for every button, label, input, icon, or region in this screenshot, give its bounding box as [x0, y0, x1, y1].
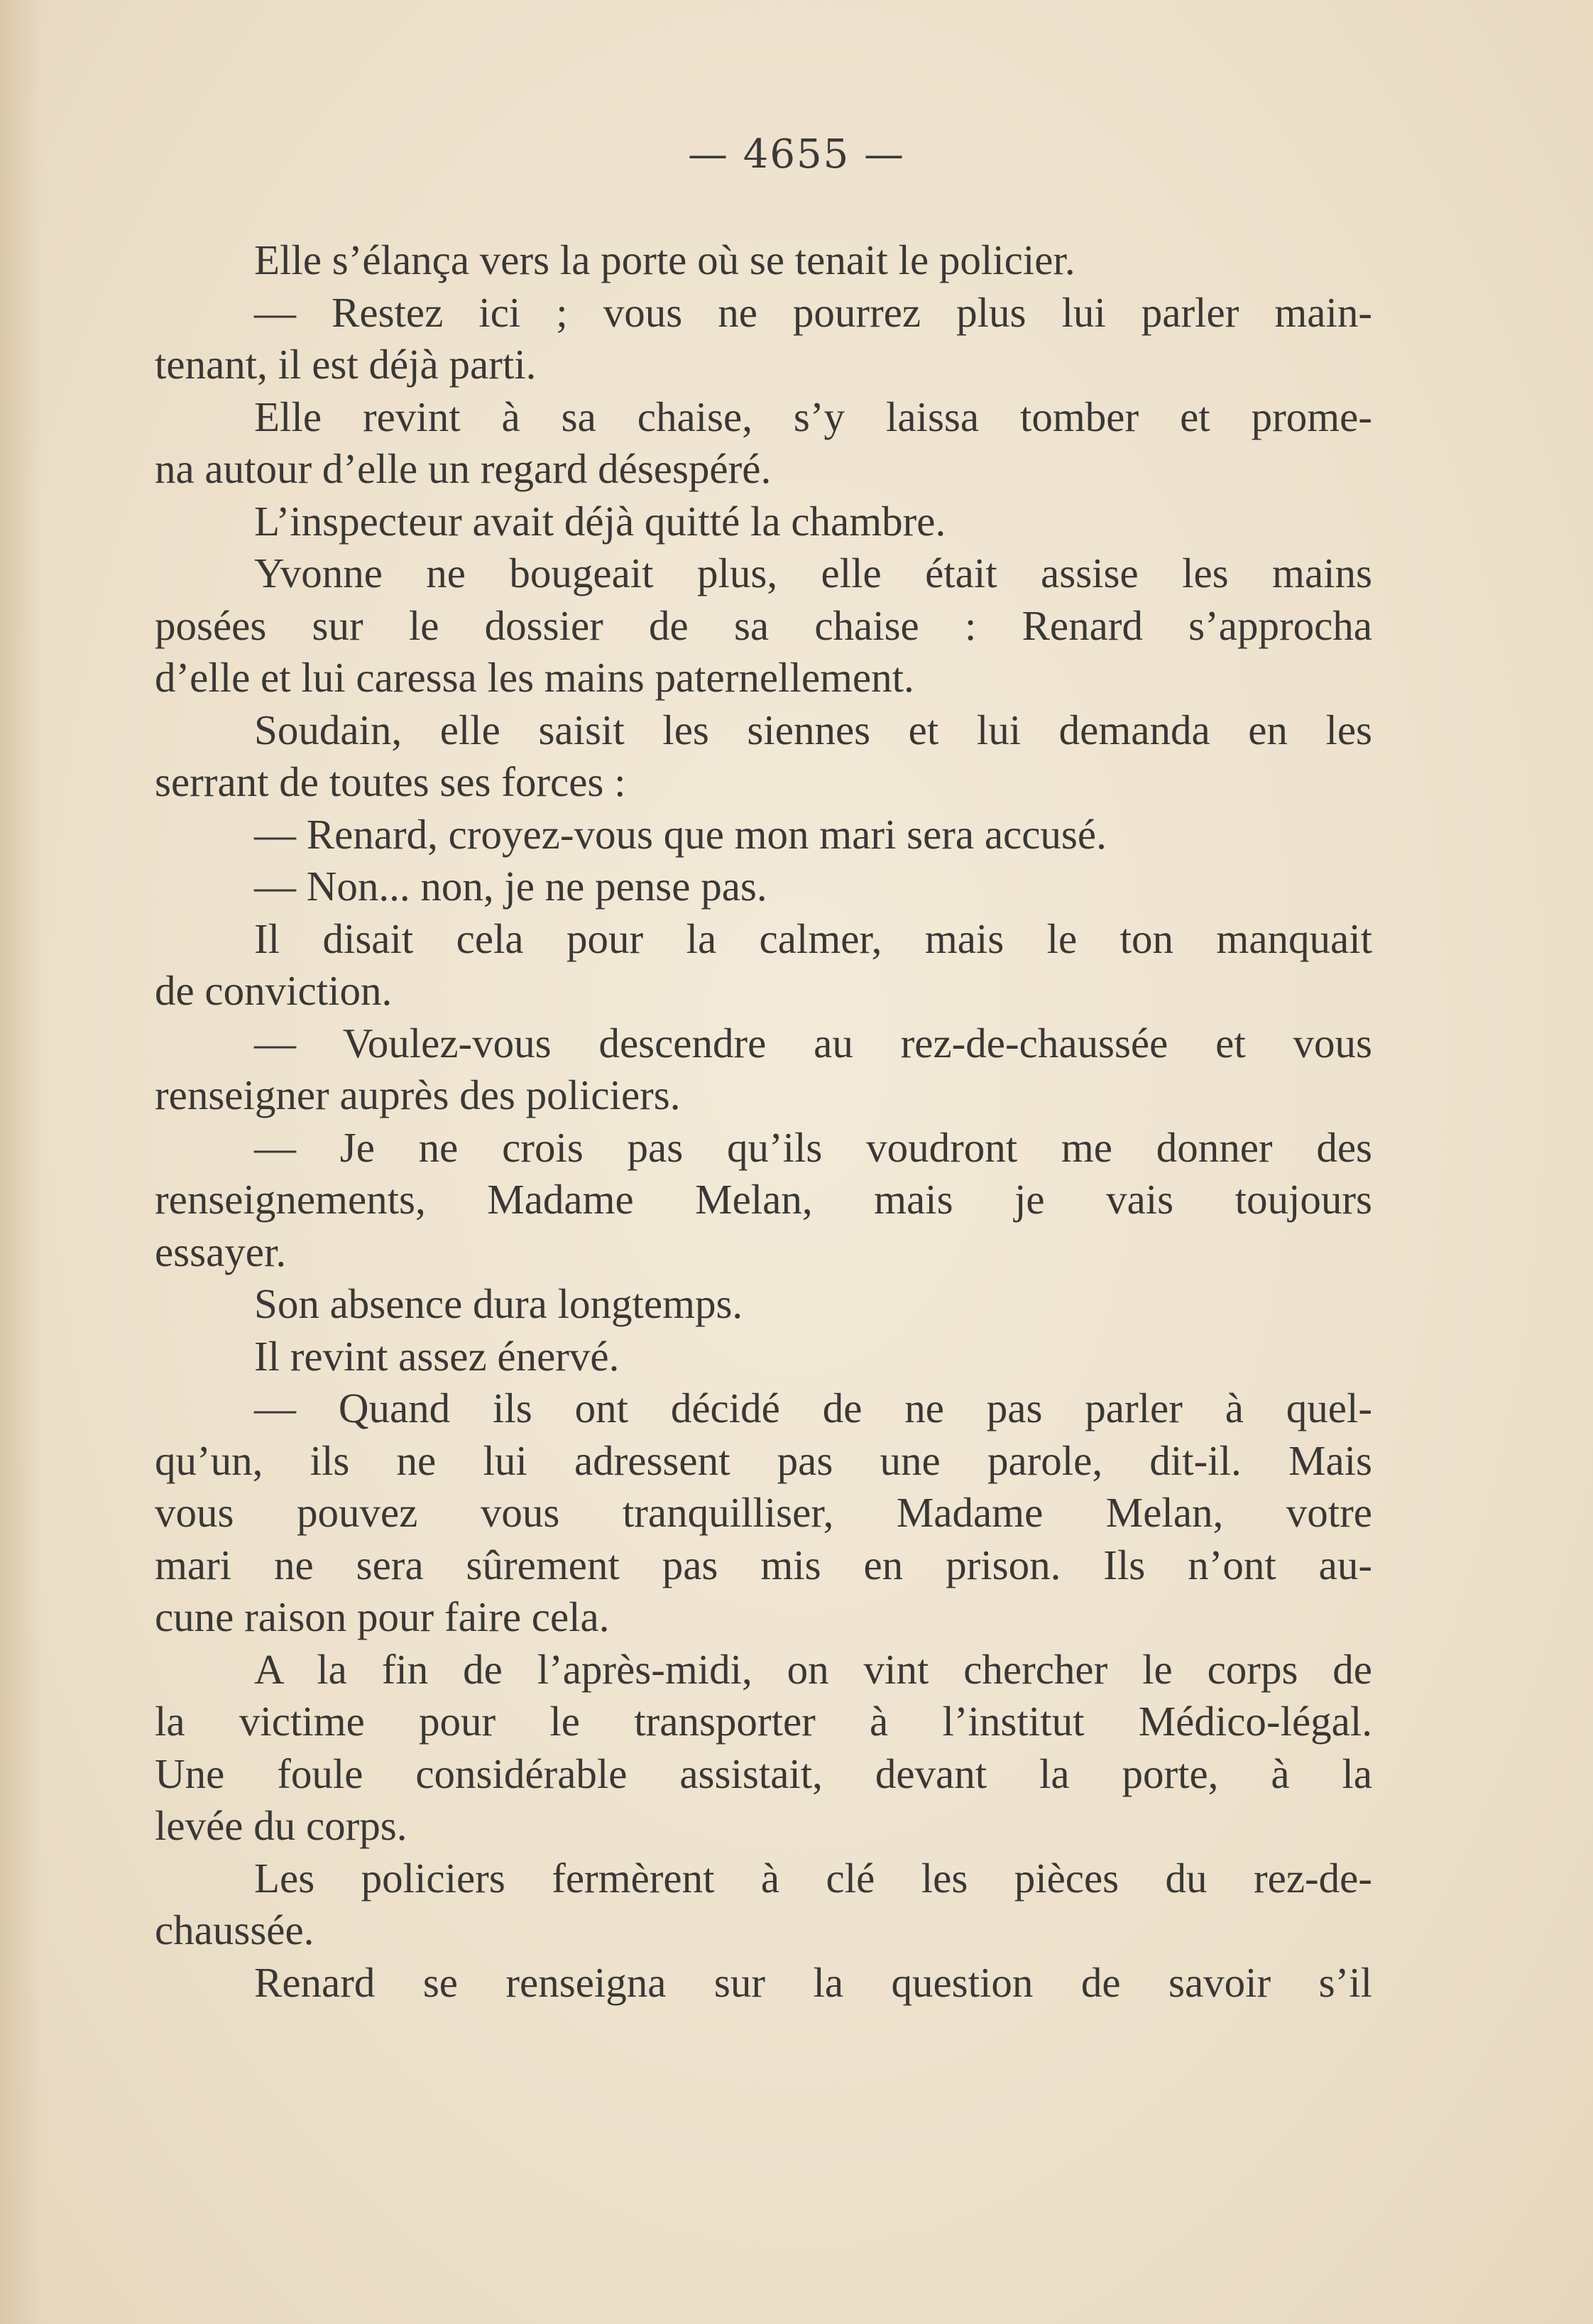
text-line: renseignements, Madame Melan, mais je vais toujours — [155, 1176, 1372, 1223]
text-line: Elle revint à sa chaise, s’y laissa tomber et prome- — [254, 393, 1372, 440]
text-line: — Restez ici ; vous ne pourrez plus lui parler main- — [254, 288, 1372, 336]
text-line: essayer. — [155, 1228, 287, 1275]
text-line: Yvonne ne bougeait plus, elle était assise les mains — [254, 550, 1372, 596]
page-edge-shadow — [0, 0, 43, 2324]
text-line: cune raison pour faire cela. — [155, 1593, 610, 1640]
text-line: qu’un, ils ne lui adressent pas une parole, dit-il. Mais — [155, 1436, 1372, 1484]
text-line: renseigner auprès des policiers. — [155, 1071, 681, 1118]
body-text — [155, 234, 1372, 2009]
text-line: Renard se renseigna sur la question de savoir s’il — [254, 1958, 1372, 2006]
text-line: la victime pour le transporter à l’institut Médico-légal. — [155, 1698, 1372, 1745]
text-line: serrant de toutes ses forces : — [155, 758, 626, 805]
text-line: vous pouvez vous tranquilliser, Madame Melan, votre — [155, 1489, 1372, 1536]
text-line: posées sur le dossier de sa chaise : Renard s’approcha — [155, 601, 1372, 649]
text-line: A la fin de l’après-midi, on vint chercher le corps de — [254, 1645, 1372, 1693]
text-line: Les policiers fermèrent à clé les pièces du rez-de- — [254, 1854, 1372, 1902]
text-line: d’elle et lui caressa les mains paternellement. — [155, 654, 914, 701]
text-line: — Renard, croyez-vous que mon mari sera accusé. — [254, 810, 1107, 858]
text-line: — Non... non, je ne pense pas. — [254, 863, 767, 910]
text-line: Il disait cela pour la calmer, mais le ton manquait — [254, 915, 1372, 962]
text-line: na autour d’elle un regard désespéré. — [155, 445, 772, 492]
text-line: de conviction. — [155, 967, 393, 1014]
text-line: chaussée. — [155, 1906, 314, 1953]
text-line: Il revint assez énervé. — [254, 1332, 620, 1380]
text-line: Elle s’élança vers la porte où se tenait le policier. — [254, 236, 1075, 283]
text-line: L’inspecteur avait déjà quitté la chambre. — [254, 497, 946, 545]
text-line: — Voulez-vous descendre au rez-de-chaussée et vous — [254, 1019, 1372, 1066]
page-number: — 4655 — — [687, 131, 906, 178]
text-line: tenant, il est déjà parti. — [155, 341, 537, 388]
text-line: levée du corps. — [155, 1802, 407, 1849]
text-line: mari ne sera sûrement pas mis en prison. Ils n’ont au- — [155, 1541, 1372, 1588]
text-line: Son absence dura longtemps. — [254, 1280, 743, 1327]
text-line: — Je ne crois pas qu’ils voudront me donner des — [254, 1123, 1372, 1171]
text-line: — Quand ils ont décidé de ne pas parler à quel- — [254, 1385, 1372, 1431]
text-line: Soudain, elle saisit les siennes et lui demanda en les — [254, 706, 1372, 753]
text-line: Une foule considérable assistait, devant la porte, à la — [155, 1750, 1372, 1797]
